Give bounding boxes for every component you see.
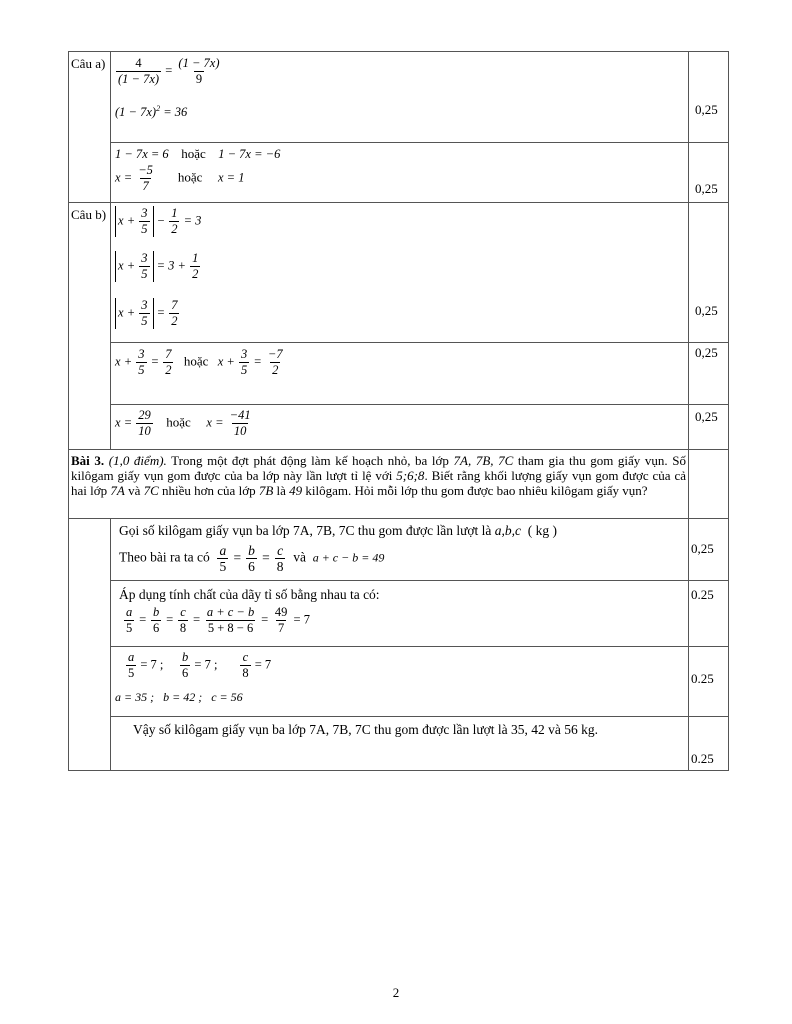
score-a1: 0,25 <box>689 52 729 143</box>
score-sol-2: 0.25 <box>689 581 729 647</box>
score-b3: 0,25 <box>689 405 729 450</box>
row-sol-1 <box>69 519 729 581</box>
row-problem-3 <box>69 450 729 519</box>
math-cell-b1: x + $\frac{3}{5}$ − $\frac{1}{2}$ = 3 x + $\frac{3}{5}$ = 3 + $\frac{1}{2}$ x + $\frac{3}{5}$ = $\frac{7}{2}$ <box>111 203 689 343</box>
score-sol-1: 0,25 <box>689 519 729 581</box>
score-sol-4: 0.25 <box>689 717 729 771</box>
row-sol-2 <box>69 581 729 647</box>
score-problem-empty <box>689 450 729 519</box>
row-label-a: Câu a) <box>69 52 111 203</box>
problem-statement: Bài 3. (1,0 điểm). Trong một đợt phát động làm kế hoạch nhỏ, ba lớp 7A, 7B, 7C tham gia thu gom giấy vụn. Số kilôgam giấy vụn gom được của ba lớp này lần lượt tỉ lệ với 5;6;8. Biết rằng khối lượng giấy vụn gom được của cả hai lớp 7A và 7C nhiều hơn của lớp 7B là 49 kilôgam. Hỏi mỗi lớp thu gom được bao nhiêu kilôgam giấy vụn? <box>69 450 689 519</box>
math-cell-b2: x + $\frac{3}{5}$ = $\frac{7}{2}$ hoặc x + $\frac{3}{5}$ = $\frac{-7}{2}$ <box>111 343 689 405</box>
row-sol-3 <box>69 647 729 717</box>
score-b2: 0,25 <box>689 343 729 405</box>
row-b1 <box>69 203 729 343</box>
sol-cell-1: Gọi số kilôgam giấy vụn ba lớp 7A, 7B, 7C thu gom được lần lượt là a,b,c ( kg ) Theo bài ra ta có $\frac{a}{5}$ = $\frac{b}{6}$ = $\frac{c}{8}$ và a + c − b = 49 <box>111 519 689 581</box>
sol-cell-4: Vậy số kilôgam giấy vụn ba lớp 7A, 7B, 7C thu gom được lần lượt là 35, 42 và 56 kg. <box>111 717 689 771</box>
row-label-b: Câu b) <box>69 203 111 450</box>
sol-cell-3: $\frac{a}{5}$ = 7 ; $\frac{b}{6}$ = 7 ; $\frac{c}{8}$ = 7 a = 35 ; b = 42 ; c = 56 <box>111 647 689 717</box>
row-sol-4 <box>69 717 729 771</box>
math-cell-b3: x = $\frac{29}{10}$ hoặc x = $\frac{-41}{10}$ <box>111 405 689 450</box>
score-a2: 0,25 <box>689 143 729 203</box>
sol-cell-2: Áp dụng tính chất của dãy tỉ số bằng nhau ta có: $\frac{a}{5}$ = $\frac{b}{6}$ = $\frac{c}{8}$ = $\frac{a + c - b}{5 + 8 - 6}$ = $\frac{49}{7}$ = 7 <box>111 581 689 647</box>
answer-table <box>68 51 729 771</box>
math-cell-a2: 1 − 7x = 6 hoặc 1 − 7x = −6 x = $\frac{-5}{7}$ hoặc x = 1 <box>111 143 689 203</box>
row-b3 <box>69 405 729 450</box>
math-cell-a1: $\frac{4}{(1 - 7x)}$ = $\frac{(1 - 7x)}{9}$ $(1 - 7x)^2 = 36$ <box>111 52 689 143</box>
score-sol-3: 0.25 <box>689 647 729 717</box>
row-a2 <box>69 143 729 203</box>
score-b1: 0,25 <box>689 203 729 343</box>
sol-label-empty <box>69 519 111 771</box>
row-a1 <box>69 52 729 143</box>
page-number: 2 <box>392 985 400 1000</box>
row-b2 <box>69 343 729 405</box>
